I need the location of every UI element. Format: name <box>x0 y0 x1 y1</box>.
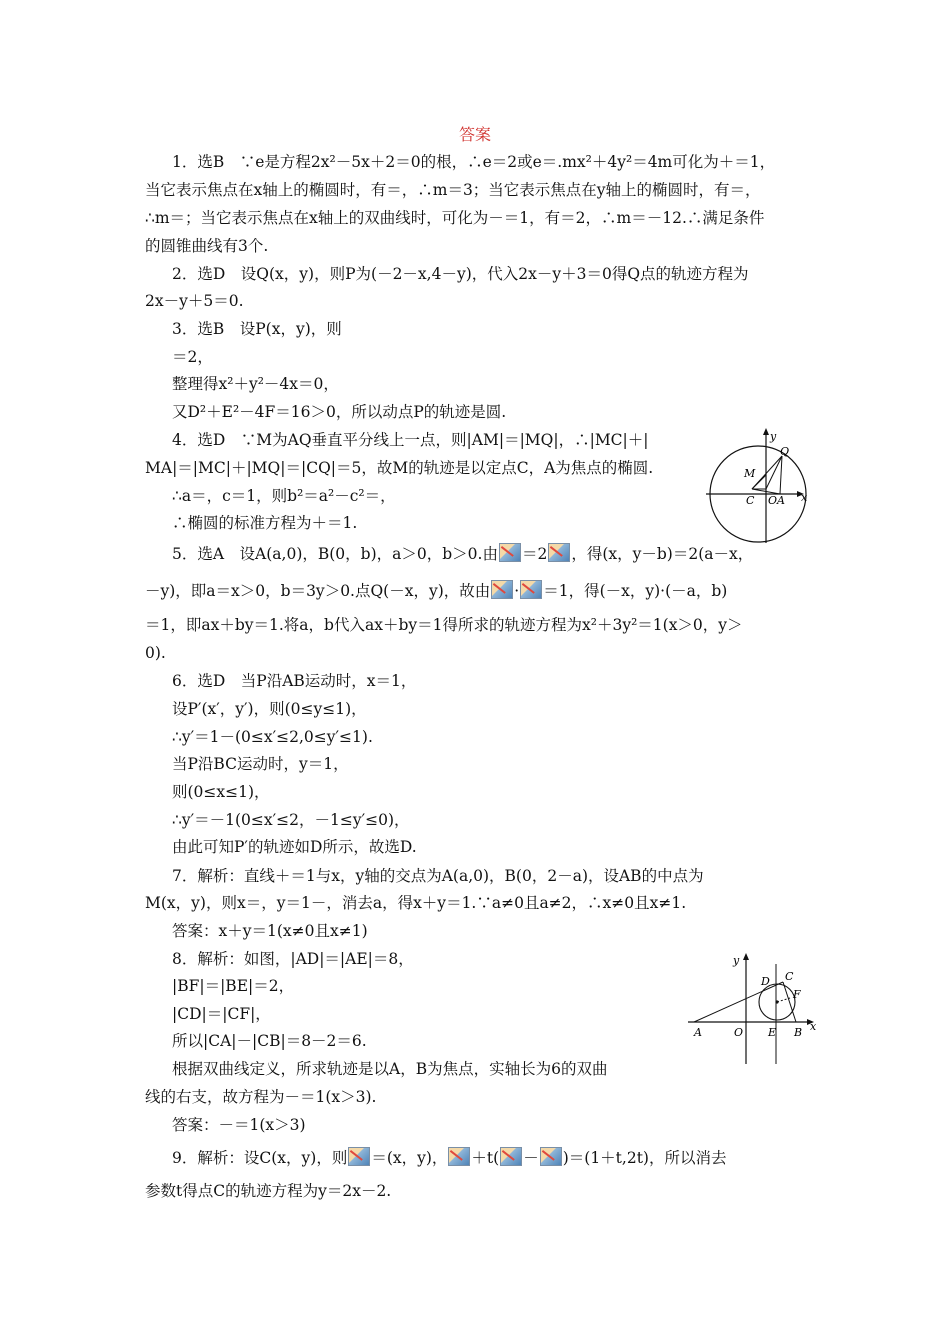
fig1-label-M: M <box>744 467 756 480</box>
text-line: 2x－y＋5＝0. <box>145 292 244 310</box>
text-run: － <box>523 1149 539 1167</box>
fig2-label-y: y <box>733 954 740 967</box>
fig1-label-y: y <box>770 430 777 443</box>
text-run: ＝1，得(－x，y)·(－a，b) <box>543 582 728 600</box>
fig1-label-Q: Q <box>780 445 790 458</box>
hyperbola-figure <box>686 950 821 1068</box>
text-line: ∴m＝；当它表示焦点在x轴上的双曲线时，可化为－＝1，有＝2，∴m＝－12.∴满足条件 <box>145 209 765 227</box>
text-line <box>172 1147 726 1168</box>
text-line: 答案：－＝1(x＞3) <box>172 1116 306 1134</box>
fig2-label-D: D <box>761 975 770 988</box>
text-line: 的圆锥曲线有3个. <box>145 237 269 255</box>
text-line: 答案：x＋y＝1(x≠0且x≠1) <box>172 922 368 940</box>
text-line: 4．选D ∵M为AQ垂直平分线上一点，则|AM|＝|MQ|，∴|MC|＋| <box>172 431 649 449</box>
text-line: 所以|CA|－|CB|＝8－2＝6. <box>172 1032 367 1050</box>
text-line: 根据双曲线定义，所求轨迹是以A，B为焦点，实轴长为6的双曲 <box>172 1060 608 1078</box>
text-line: ∴a＝，c＝1，则b²＝a²－c²＝， <box>172 487 396 505</box>
broken-image-icon <box>548 543 570 562</box>
fig1-label-C: C <box>746 494 755 507</box>
text-line: 由此可知P′的轨迹如D所示，故选D. <box>172 838 417 856</box>
text-line: 3．选B 设P(x，y)，则 <box>172 320 342 338</box>
broken-image-icon <box>520 580 542 599</box>
text-run: ＝(x，y)， <box>371 1149 448 1167</box>
text-line: 2．选D 设Q(x，y)，则P为(－2－x,4－y)，代入2x－y＋3＝0得Q点的轨迹方程为 <box>172 265 749 283</box>
text-line: |BF|＝|BE|＝2， <box>172 977 295 995</box>
answer-title: 答案 <box>458 125 491 144</box>
text-line: ＝1，即ax＋by＝1.将a，b代入ax＋by＝1得所求的轨迹方程为x²＋3y²＝1(x＞0，y＞ <box>145 616 743 634</box>
text-line: 0). <box>145 644 166 662</box>
fig2-label-O: O <box>734 1026 744 1039</box>
text-run: ＝2 <box>521 545 548 563</box>
text-run: －y)，即a＝x＞0，b＝3y＞0.点Q(－x，y)，故由 <box>145 582 491 600</box>
broken-image-icon <box>348 1147 370 1166</box>
fig1-label-x: x <box>801 491 808 504</box>
text-run: )＝(1＋t,2t)，所以消去 <box>562 1149 727 1167</box>
broken-image-icon <box>540 1147 562 1166</box>
text-line: 又D²＋E²－4F＝16＞0，所以动点P的轨迹是圆. <box>172 403 507 421</box>
text-run: ，得(x，y－b)＝2(a－x， <box>571 545 754 563</box>
text-line: M(x，y)，则x＝，y＝1－，消去a，得x＋y＝1.∵a≠0且a≠2，∴x≠0且x≠1. <box>145 894 687 912</box>
text-run: 5．选A 设A(a,0)，B(0，b)，a＞0，b＞0.由 <box>172 545 498 563</box>
fig2-label-C: C <box>785 970 794 983</box>
text-line: 当它表示焦点在x轴上的椭圆时，有＝，∴m＝3；当它表示焦点在y轴上的椭圆时，有＝， <box>145 181 761 199</box>
fig1-label-A: A <box>777 494 785 507</box>
fig2-label-E: E <box>768 1026 777 1039</box>
text-line: 参数t得点C的轨迹方程为y＝2x－2. <box>145 1182 392 1200</box>
text-line: 6．选D 当P沿AB运动时，x＝1， <box>172 672 417 690</box>
text-line: ∴y′＝1－(0≤x′≤2,0≤y′≤1). <box>172 728 373 746</box>
ellipse-figure <box>700 425 820 545</box>
fig2-label-F: F <box>793 988 801 1001</box>
text-line: 1．选B ∵e是方程2x²－5x＋2＝0的根，∴e＝2或e＝.mx²＋4y²＝4m可化为＋＝1， <box>172 153 776 171</box>
text-line: 当P沿BC运动时，y＝1， <box>172 755 349 773</box>
text-run: 9．解析：设C(x，y)，则 <box>172 1149 348 1167</box>
text-run: ＋t( <box>471 1149 500 1167</box>
fig2-label-A: A <box>694 1026 702 1039</box>
text-line: 整理得x²＋y²－4x＝0， <box>172 375 339 393</box>
text-line <box>172 543 753 564</box>
text-line <box>145 580 727 601</box>
fig2-label-B: B <box>794 1026 803 1039</box>
text-line: 7．解析：直线＋＝1与x，y轴的交点为A(a,0)，B(0，2－a)，设AB的中点为 <box>172 867 704 885</box>
text-line: 线的右支，故方程为－＝1(x＞3). <box>145 1088 377 1106</box>
text-run: · <box>514 582 520 600</box>
broken-image-icon <box>491 580 513 599</box>
text-line: 设P′(x′，y′)，则(0≤y≤1)， <box>172 700 367 718</box>
broken-image-icon <box>499 543 521 562</box>
text-line: 则(0≤x≤1)， <box>172 783 270 801</box>
fig2-label-x: x <box>810 1020 817 1033</box>
text-line: ∴椭圆的标准方程为＋＝1. <box>172 514 358 532</box>
text-line: ＝2， <box>172 348 213 366</box>
text-line: 8．解析：如图，|AD|＝|AE|＝8， <box>172 950 414 968</box>
broken-image-icon <box>448 1147 470 1166</box>
broken-image-icon <box>500 1147 522 1166</box>
text-line: ∴y′＝－1(0≤x′≤2，－1≤y′≤0)， <box>172 811 410 829</box>
fig1-label-O: O <box>768 494 778 507</box>
text-line: MA|＝|MC|＋|MQ|＝|CQ|＝5，故M的轨迹是以定点C，A为焦点的椭圆. <box>145 459 654 477</box>
text-line: |CD|＝|CF|， <box>172 1005 271 1023</box>
